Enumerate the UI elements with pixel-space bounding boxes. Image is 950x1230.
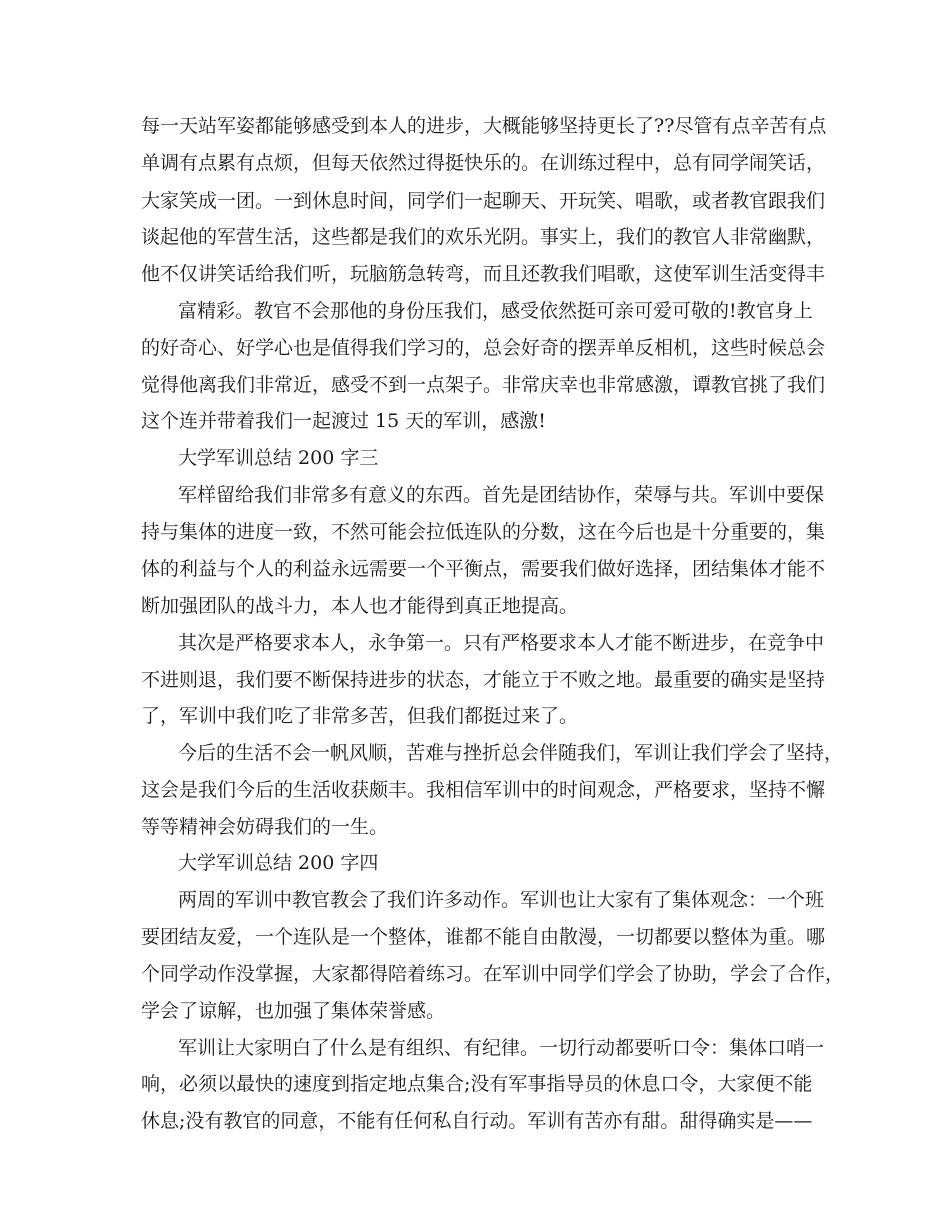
body-line: 了，军训中我们吃了非常多苦，但我们都挺过来了。 (141, 705, 579, 727)
body-line: 学会了谅解，也加强了集体荣誉感。 (141, 1000, 446, 1022)
body-line: 谈起他的军营生活，这些都是我们的欢乐光阴。事实上，我们的教官人非常幽默， (141, 226, 826, 248)
body-line: 要团结友爱，一个连队是一个整体，谁都不能自由散漫，一切都要以整体为重。哪 (141, 926, 826, 948)
section-heading: 大学军训总结 200 字四 (178, 852, 379, 874)
body-line: 军样留给我们非常多有意义的东西。首先是团结协作，荣辱与共。军训中要保 (178, 484, 825, 506)
body-line: 体的利益与个人的利益永远需要一个平衡点，需要我们做好选择，团结集体才能不 (141, 558, 826, 580)
body-line: 等等精神会妨碍我们的一生。 (141, 816, 389, 838)
body-line: 响，必须以最快的速度到指定地点集合;没有军事指导员的休息口令，大家便不能 (141, 1073, 813, 1095)
body-line: 两周的军训中教官教会了我们许多动作。军训也让大家有了集体观念：一个班 (178, 889, 825, 911)
body-line: 的好奇心、好学心也是值得我们学习的，总会好奇的摆弄单反相机，这些时候总会 (141, 337, 826, 359)
body-line: 每一天站军姿都能够感受到本人的进步，大概能够坚持更长了??尽管有点辛苦有点 (141, 115, 827, 137)
body-line: 今后的生活不会一帆风顺，苦难与挫折总会伴随我们，军训让我们学会了坚持， (178, 742, 844, 764)
body-line: 军训让大家明白了什么是有组织、有纪律。一切行动都要听口令：集体口哨一 (178, 1037, 825, 1059)
body-line: 这个连并带着我们一起渡过 15 天的军训，感激! (141, 410, 546, 432)
body-line: 休息;没有教官的同意，不能有任何私自行动。军训有苦亦有甜。甜得确实是—— (141, 1110, 813, 1132)
body-line: 大家笑成一团。一到休息时间，同学们一起聊天、开玩笑、唱歌，或者教官跟我们 (141, 190, 826, 212)
body-line: 持与集体的进度一致，不然可能会拉低连队的分数，这在今后也是十分重要的，集 (141, 521, 826, 543)
body-line: 其次是严格要求本人，永争第一。只有严格要求本人才能不断进步，在竞争中 (178, 632, 825, 654)
body-line: 断加强团队的战斗力，本人也才能得到真正地提高。 (141, 595, 579, 617)
section-heading: 大学军训总结 200 字三 (178, 447, 379, 469)
body-line: 富精彩。教官不会那他的身份压我们，感受依然挺可亲可爱可敬的!教官身上 (178, 300, 813, 322)
body-line: 他不仅讲笑话给我们听，玩脑筋急转弯，而且还教我们唱歌，这使军训生活变得丰 (141, 263, 826, 285)
body-line: 单调有点累有点烦，但每天依然过得挺快乐的。在训练过程中，总有同学闹笑话， (141, 152, 826, 174)
body-line: 觉得他离我们非常近，感受不到一点架子。非常庆幸也非常感激，谭教官挑了我们 (141, 374, 826, 396)
body-line: 不进则退，我们要不断保持进步的状态，才能立于不败之地。最重要的确实是坚持 (141, 669, 826, 691)
body-line: 这会是我们今后的生活收获颇丰。我相信军训中的时间观念，严格要求，坚持不懈 (141, 779, 826, 801)
body-line: 个同学动作没掌握，大家都得陪着练习。在军训中同学们学会了协助，学会了合作， (141, 963, 845, 985)
